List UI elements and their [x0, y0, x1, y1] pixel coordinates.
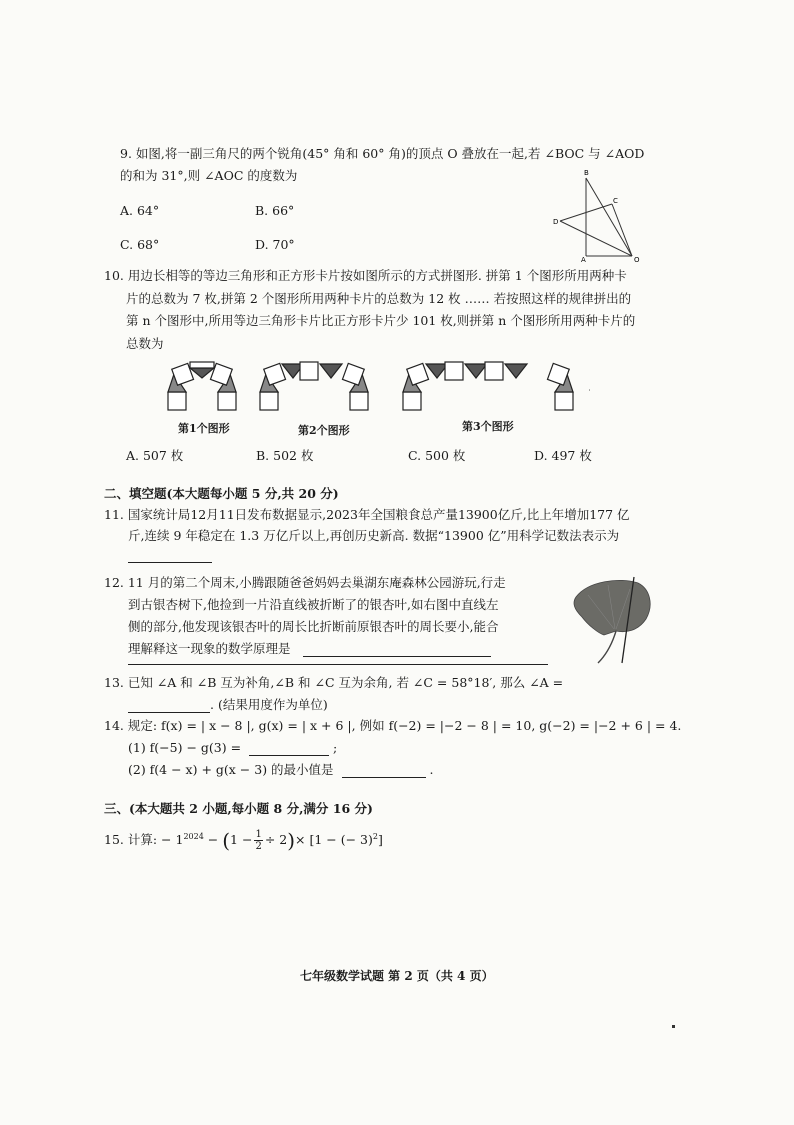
- section2-title: 二、填空题(本大题每小题 5 分,共 20 分): [104, 486, 339, 501]
- q14-part1-label: (1) f(−5) − g(3) =: [128, 740, 242, 755]
- q12-text-line4: [128, 641, 491, 657]
- q10-option-c: C. 500 枚: [408, 448, 466, 463]
- q10-caption-1: 第1个图形: [178, 422, 230, 435]
- q14-part2-label: (2) f(4 − x) + g(x − 3) 的最小值是: [128, 762, 334, 777]
- q15-frac-num: 1: [255, 829, 262, 841]
- q11-text-line1: 11. 国家统计局12月11日发布数据显示,2023年全国粮食总产量13900亿斤,比上年增加177 亿: [104, 507, 630, 522]
- q15-open-paren: (: [222, 828, 231, 853]
- section3-title: 三、(本大题共 2 小题,每小题 8 分,满分 16 分): [104, 801, 373, 816]
- ginkgo-leaf-image: [568, 575, 658, 667]
- q14-part2-blank: [342, 765, 426, 778]
- page-footer: 七年级数学试题 第 2 页（共 4 页）: [300, 969, 494, 983]
- q9-option-c: C. 68°: [120, 237, 160, 252]
- q15-exponent: 2024: [183, 832, 204, 841]
- q14-text-line1: 14. 规定: f(x) = | x − 8 |, g(x) = | x + 6 |, 例如 f(−2) = |−2 − 8 | = 10, g(−2) = |−2 + 6 | = 4.: [104, 718, 682, 733]
- q14-part1-blank: [249, 743, 329, 756]
- q10-caption-3: 第3个图形: [462, 420, 514, 433]
- q14-part2: [128, 762, 434, 778]
- q15-fraction: [254, 829, 262, 852]
- q13-text-line2: . (结果用度作为单位): [210, 697, 328, 712]
- q15-rest: × [1 − (− 3): [295, 832, 373, 848]
- q12-text-line4-label: 理解释这一现象的数学原理是: [128, 641, 291, 656]
- q10-text-line4: 总数为: [126, 336, 164, 351]
- q15-div: ÷ 2: [264, 832, 288, 848]
- q9-label-c: C: [613, 197, 618, 205]
- q15-one-minus: 1 −: [230, 832, 253, 848]
- q12-answer-blank: [303, 644, 491, 657]
- q9-option-b: B. 66°: [255, 203, 295, 218]
- q12-text-line1: 12. 11 月的第二个周末,小腾跟随爸爸妈妈去巢湖东庵森林公园游玩,行走: [104, 575, 506, 590]
- q14-part2-end: .: [429, 762, 434, 777]
- q10-caption-2: 第2个图形: [298, 424, 350, 437]
- q9-label-a: A: [581, 256, 586, 264]
- q13-text-line1: 13. 已知 ∠A 和 ∠B 互为补角,∠B 和 ∠C 互为余角, 若 ∠C = 58°18′, 那么 ∠A =: [104, 675, 564, 690]
- q15-close-paren: ): [287, 828, 296, 853]
- q11-text-line2: 斤,连续 9 年稳定在 1.3 万亿斤以上,再创历史新高. 数据“13900 亿”用科学记数法表示为: [128, 528, 620, 543]
- q12-answer-line2: [128, 664, 548, 665]
- q14-part1: [128, 740, 337, 756]
- q9-label-d: D: [553, 218, 559, 226]
- q10-tile-pattern-figure: [160, 360, 590, 415]
- q15-frac-den: 2: [255, 841, 262, 853]
- q9-triangle-figure: [548, 166, 648, 264]
- q15-end: ]: [377, 832, 383, 848]
- q9-option-a: A. 64°: [120, 203, 160, 218]
- q10-option-d: D. 497 枚: [534, 448, 592, 463]
- q15-expression: [104, 824, 383, 854]
- q9-option-d: D. 70°: [255, 237, 295, 252]
- q9-text-line1: 9. 如图,将一副三角尺的两个锐角(45° 角和 60° 角)的顶点 O 叠放在一起,若 ∠BOC 与 ∠AOD: [120, 146, 645, 161]
- q12-text-line2: 到古银杏树下,他捡到一片沿直线被折断了的银杏叶,如右图中直线左: [128, 597, 499, 612]
- q15-prefix: 15. 计算: − 1: [104, 832, 184, 848]
- q10-text-line3: 第 n 个图形中,所用等边三角形卡片比正方形卡片少 101 枚,则拼第 n 个图形所用两种卡片的: [126, 313, 636, 328]
- q11-answer-line: [128, 547, 212, 563]
- q9-label-o: O: [634, 256, 640, 264]
- scan-dot: [672, 1025, 675, 1028]
- q10-option-b: B. 502 枚: [256, 448, 314, 463]
- q13-text-line2-wrap: [128, 697, 328, 713]
- q10-text-line2: 片的总数为 7 枚,拼第 2 个图形所用两种卡片的总数为 12 枚 …… 若按照这样的规律拼出的: [126, 291, 632, 306]
- q9-label-b: B: [584, 169, 589, 177]
- q13-answer-blank: [128, 700, 210, 713]
- q15-mid: −: [203, 832, 223, 848]
- q15-square: 2: [372, 832, 378, 841]
- q12-text-line3: 侧的部分,他发现该银杏叶的周长比折断前原银杏叶的周长要小,能合: [128, 619, 499, 634]
- q10-text-line1: 10. 用边长相等的等边三角形和正方形卡片按如图所示的方式拼图形. 拼第 1 个图形所用两种卡: [104, 268, 627, 283]
- q14-part1-end: ;: [333, 740, 338, 755]
- q9-text-line2: 的和为 31°,则 ∠AOC 的度数为: [120, 168, 298, 183]
- q10-option-a: A. 507 枚: [126, 448, 184, 463]
